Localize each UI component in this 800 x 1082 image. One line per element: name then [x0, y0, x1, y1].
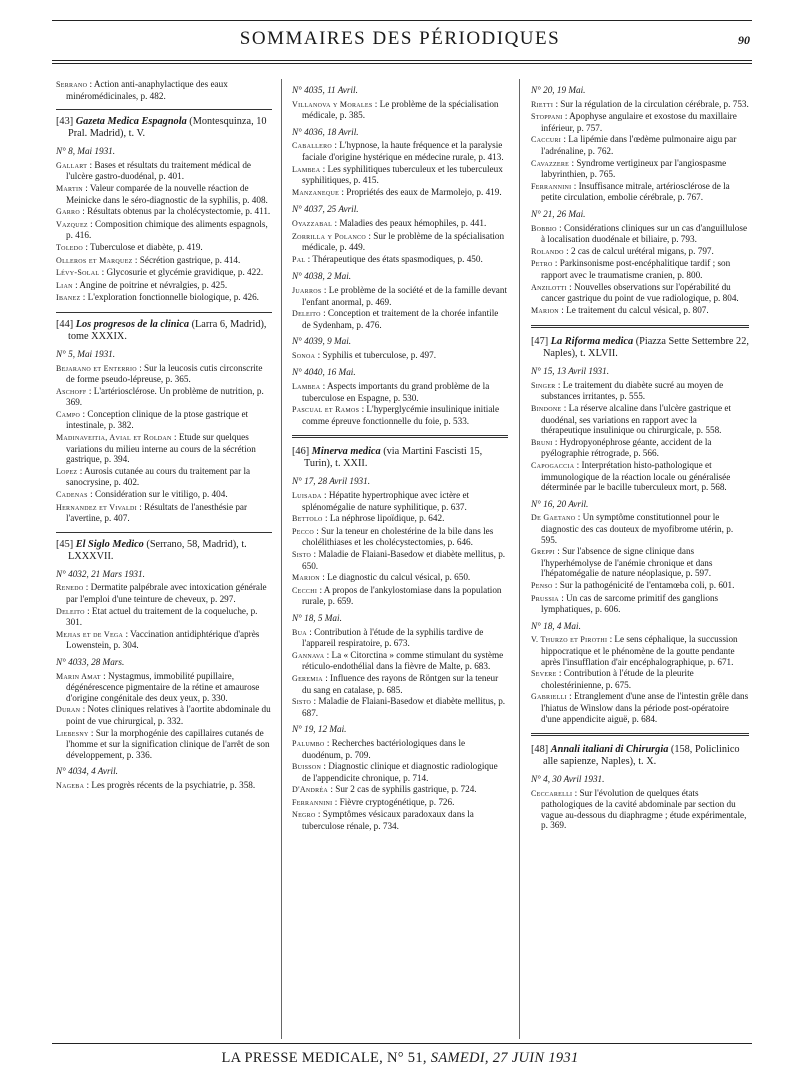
article-author: Marion	[292, 573, 320, 583]
article-title: Conception clinique de la ptose gastrique et intestinale, p. 382.	[66, 408, 249, 431]
article-entry: Duran : Notes cliniques relatives à l'aortite abdominale du point de vue chirurgical, p. 332.	[56, 704, 271, 726]
article-entry: Geremia : Influence des rayons de Röntgen sur la teneur du sang en catalase, p. 685.	[292, 672, 499, 695]
article-title: Maladie de Flaiani-Basedow et diabète mellitus, p. 650.	[302, 549, 506, 571]
journal-heading	[56, 539, 272, 563]
article-author: Martin	[56, 183, 83, 193]
issue-label: N° 4035, 11 Avril.	[292, 85, 358, 95]
column-divider	[281, 79, 282, 1039]
article-author: Gannava	[292, 650, 325, 660]
article-title: Etranglement d'une anse de l'intestin grêle dans l'hiatus de Winslow dans la période post-opératoire d'une appendicite aiguë, p. 684.	[541, 691, 749, 724]
article-entry: Toledo : Tuberculose et diabète, p. 419.	[56, 241, 203, 252]
issue-label: N° 15, 13 Avril 1931.	[531, 366, 610, 377]
journal-info: (Piazza Sette Settembre 22, Naples), t. XLVII.	[543, 336, 749, 360]
article-author: Geremia	[292, 673, 323, 683]
article-title: Action anti-anaphylactique des eaux minéromédicinales, p. 482.	[66, 79, 228, 101]
article-author: Bruni	[531, 437, 553, 447]
column-2	[292, 79, 508, 833]
top-rule	[52, 20, 752, 21]
journal-heading	[56, 319, 272, 343]
issue-label: N° 19, 12 Mai.	[292, 724, 347, 735]
article-title: Un cas de sarcome primitif des ganglions lymphatiques, p. 606.	[541, 592, 719, 615]
article-entry: Lopez : Aurosis cutanée au cours du traitement par la sanocrysine, p. 402.	[56, 465, 251, 488]
article-author: Mejias et de Vega	[56, 629, 124, 639]
article-title: Le problème de la société et de la famille devant l'enfant anormal, p. 469.	[302, 284, 508, 307]
article-author: Penso	[531, 580, 553, 590]
article-author: Greppi	[531, 547, 555, 557]
article-author: Manzaneque	[292, 187, 340, 197]
article-author: Vazquez	[56, 219, 88, 229]
article-author: Cavazzere	[531, 158, 570, 168]
article-entry: Olleros et Marquez : Sécrétion gastrique, p. 414.	[56, 254, 241, 265]
article-author: Capogaccia	[531, 461, 575, 471]
article-title: Sur la régulation de la circulation cérébrale, p. 753.	[560, 98, 749, 109]
article-author: Pal	[292, 254, 306, 264]
article-title: Aspects importants du grand problème de la tuberculose en Espagne, p. 530.	[302, 381, 490, 403]
article-entry: Bettolo : La néphrose lipoïdique, p. 642.	[292, 513, 445, 524]
article-author: Bejarano et Enterrio	[56, 363, 137, 373]
article-title: Syndrome vertigineux par l'angiospasme labyrinthien, p. 765.	[541, 157, 727, 180]
article-title: Thérapeutique des états spasmodiques, p. 450.	[312, 253, 483, 264]
article-author: Bobbio	[531, 223, 557, 233]
article-author: Sonoa	[292, 350, 316, 360]
article-title: Sécrétion gastrique, p. 414.	[139, 254, 241, 265]
article-title: Sur le problème de la spécialisation médicale, p. 449.	[302, 230, 505, 253]
journal-info: (Serrano, 58, Madrid), t. LXXXVII.	[68, 538, 247, 562]
article-title: 2 cas de calcul urétéral migans, p. 797.	[570, 245, 714, 256]
article-title: Sur 2 cas de syphilis gastrique, p. 724.	[335, 784, 477, 795]
article-entry: Negro : Symptômes vésicaux paradoxaux dans la tuberculose rénale, p. 734.	[292, 809, 474, 832]
article-author: Bindone	[531, 404, 562, 414]
article-title: Le traitement du diabète sucré au moyen de substances irritantes, p. 555.	[541, 379, 724, 402]
issue-label: N° 16, 20 Avril.	[531, 498, 589, 509]
article-entry: Caballero : L'hypnose, la haute fréquence et la paralysie faciale d'origine hystérique en médecine rurale, p. 413.	[292, 140, 504, 162]
article-entry: Gannava : La « Citorctina » comme stimulant du système réticulo-endothélial dans la fièvre de Malte, p. 683.	[292, 649, 504, 672]
article-title: Sur la leucosis cutis circonscrite de forme pseudo-lépreuse, p. 365.	[66, 362, 263, 385]
article-entry: Madinaveitia, Avial et Roldan : Etude sur quelques variations du milieu interne au cours de la sécrétion gastrique, p. 394.	[56, 432, 256, 465]
footer-journal: LA PRESSE MEDICALE, N° 51,	[221, 1050, 427, 1066]
article-entry: Mejias et de Vega : Vaccination antidiphtérique d'après Lowenstein, p. 304.	[56, 628, 260, 651]
article-author: Garro	[56, 207, 80, 217]
article-author: Stoppani	[531, 112, 563, 122]
article-entry: Sisto : Maladie de Flaiani-Basedow et diabète mellitus, p. 687.	[292, 696, 506, 718]
article-entry: Zorrilla y Polanco : Sur le problème de la spécialisation médicale, p. 449.	[292, 230, 505, 253]
article-title: L'hyperglycémie insulinique initiale comme épreuve fonctionnelle du foie, p. 533.	[302, 404, 500, 426]
article-entry: Pascual et Ramos : L'hyperglycémie insulinique initiale comme épreuve fonctionnelle du foie, p. 533.	[292, 404, 500, 426]
article-author: Campo	[56, 409, 81, 419]
article-entry: Sisto : Maladie de Flaiani-Basedow et diabète mellitus, p. 650.	[292, 549, 506, 571]
article-entry: Bindone : La réserve alcaline dans l'ulcère gastrique et duodénal, ses variations en rapport avec la thérapeutique insulinique ou chirurgicale, p. 558.	[531, 403, 731, 436]
article-author: Serrano	[56, 80, 88, 89]
article-entry: Martin : Valeur comparée de la nouvelle réaction de Meinicke dans le séro-diagnostic de la syphilis, p. 408.	[56, 182, 268, 205]
article-entry: Nageba : Les progrès récents de la psychiatrie, p. 358.	[56, 779, 256, 790]
article-entry: Gabrielli : Etranglement d'une anse de l'intestin grêle dans l'hiatus de Winslow dans la période post-opératoire d'une appendicite aiguë, p. 684.	[531, 691, 749, 724]
article-entry: Pecco : Sur la teneur en cholestérine de la bile dans les cholélithiases et les cholécystectomies, p. 646.	[292, 525, 494, 548]
article-title: Propriétés des eaux de Marmolejo, p. 419.	[346, 186, 502, 197]
article-title: L'exploration fonctionnelle biologique, p. 426.	[87, 292, 259, 303]
article-title: Le traitement du calcul vésical, p. 807.	[566, 304, 709, 315]
article-entry: Deleito : Conception et traitement de la chorée infantile de Sydenham, p. 476.	[292, 308, 499, 330]
article-author: Rietti	[531, 99, 554, 109]
section-divider	[56, 532, 272, 533]
journal-heading	[56, 116, 272, 140]
header-rule-2	[52, 63, 752, 64]
article-entry: Penso : Sur la pathogénicité de l'entamœba coli, p. 601.	[531, 579, 735, 590]
issue-label: N° 21, 26 Mai.	[531, 208, 586, 219]
page-footer	[0, 1050, 800, 1067]
article-author: Caballero	[292, 141, 333, 151]
article-title: Notes cliniques relatives à l'aortite abdominale du point de vue chirurgical, p. 332.	[66, 704, 271, 726]
article-author: Prussia	[531, 593, 559, 603]
article-author: D'Andréa	[292, 785, 329, 795]
article-entry: Palumbo : Recherches bactériologiques dans le duodénum, p. 709.	[292, 737, 466, 760]
article-author: Villanova y Morales	[292, 99, 373, 109]
journal-info: (Larra 6, Madrid), tome XXXIX.	[68, 318, 267, 342]
article-author: Lévy-Solal	[56, 268, 100, 278]
article-entry: Marion : Le traitement du calcul vésical, p. 807.	[531, 304, 709, 315]
article-author: Ferrannini	[531, 181, 572, 191]
article-author: Palumbo	[292, 738, 325, 748]
article-title: Résultats obtenus par la cholécystectomie, p. 411.	[87, 206, 271, 217]
article-author: Severe	[531, 669, 557, 679]
article-entry: Bua : Contribution à l'étude de la syphilis tardive de l'appareil respiratoire, p. 673.	[292, 626, 484, 649]
article-author: Ceccarelli	[531, 788, 573, 798]
journal-heading	[531, 336, 749, 360]
article-title: Fièvre cryptogénétique, p. 726.	[339, 796, 455, 807]
article-author: Petro	[531, 259, 553, 269]
issue-label: N° 4034, 4 Avril.	[56, 766, 118, 777]
issue-label: N° 18, 5 Mai.	[292, 612, 342, 623]
article-entry: Petro : Parkinsonisme post-encéphalitique tardif ; son rapport avec le traumatisme cranien, p. 800.	[531, 258, 731, 280]
article-title: Nouvelles observations sur l'opérabilité du cancer gastrique du point de vue radiologique, p. 804.	[541, 281, 739, 304]
article-entry: Buisson : Diagnostic clinique et diagnostic radiologique de l'appendicite chronique, p. 714.	[292, 761, 498, 783]
article-entry: Greppi : Sur l'absence de signe clinique dans l'hyperhémolyse de l'anémie chronique et dans l'hépatomégalie de nature néoplasique, p. 597.	[531, 546, 713, 579]
article-title: Diagnostic clinique et diagnostic radiologique de l'appendicite chronique, p. 714.	[302, 761, 498, 783]
article-author: Marion	[531, 305, 559, 315]
journal-number: [46]	[292, 446, 310, 458]
article-title: Tuberculose et diabète, p. 419.	[90, 241, 203, 252]
article-author: Oyazzabal	[292, 218, 333, 228]
article-title: Résultats de l'anesthésie par l'avertine, p. 407.	[66, 501, 248, 524]
article-title: Contribution à l'étude de la pleurite cholestérinienne, p. 675.	[541, 668, 694, 690]
article-title: Etat actuel du traitement de la coqueluche, p. 301.	[66, 605, 258, 628]
article-author: Lopez	[56, 466, 78, 476]
article-title: La néphrose lipoïdique, p. 642.	[329, 513, 445, 524]
journal-heading	[531, 744, 749, 768]
issue-label: N° 18, 4 Mai.	[531, 620, 581, 631]
article-entry: Serrano : Action anti-anaphylactique des eaux minéromédicinales, p. 482.	[56, 79, 228, 101]
journal-name: El Siglo Medico	[75, 538, 144, 550]
article-author: Nageba	[56, 780, 85, 790]
column-1	[56, 79, 272, 793]
article-author: Bettolo	[292, 514, 323, 524]
journal-number: [45]	[56, 538, 74, 550]
article-title: L'artériosclérose. Un problème de nutrition, p. 369.	[66, 385, 264, 408]
article-entry: Singer : Le traitement du diabète sucré au moyen de substances irritantes, p. 555.	[531, 379, 724, 402]
article-entry: V. Thurzo et Pirothi : Le sens céphalique, la succussion hippocratique et le phénomène de la goutte pendante après l'insufflation d'air encéphalographique, p. 671.	[531, 634, 738, 667]
article-title: L'hypnose, la haute fréquence et la paralysie faciale d'origine hystérique en médecine rurale, p. 413.	[302, 140, 504, 162]
footer-date: SAMEDI, 27 JUIN 1931	[430, 1050, 579, 1066]
article-title: Valeur comparée de la nouvelle réaction de Meinicke dans le séro-diagnostic de la syphilis, p. 408.	[66, 182, 268, 205]
article-author: Olleros et Marquez	[56, 255, 133, 265]
section-divider	[56, 109, 272, 110]
article-author: Ferrannini	[292, 797, 333, 807]
article-entry: Vazquez : Composition chimique des aliments espagnols, p. 416.	[56, 218, 268, 241]
article-author: Lian	[56, 280, 73, 290]
article-author: Cadenas	[56, 490, 88, 500]
article-entry: Rolando : 2 cas de calcul urétéral migans, p. 797.	[531, 245, 714, 256]
article-title: La lipémie dans l'œdème pulmonaire aigu par l'adrénaline, p. 762.	[541, 134, 737, 156]
article-author: Negro	[292, 810, 316, 820]
section-divider	[531, 733, 749, 736]
article-title: Syphilis et tuberculose, p. 497.	[322, 349, 436, 360]
article-author: Deleito	[292, 309, 321, 319]
article-title: A propos de l'ankylostomiase dans la population rurale, p. 659.	[302, 584, 502, 607]
article-author: V. Thurzo et Pirothi	[531, 635, 608, 645]
article-author: Luisada	[292, 491, 322, 501]
article-title: Les progrès récents de la psychiatrie, p. 358.	[91, 779, 256, 790]
article-title: Un symptôme constitutionnel pour le diagnostic des cas douteux de myofibrome utérin, p. 595.	[541, 512, 734, 545]
article-title: Glycosurie et glycémie gravidique, p. 422.	[106, 267, 264, 278]
article-title: Sur la pathogénicité de l'entamœba coli, p. 601.	[559, 579, 735, 590]
header-rule	[52, 60, 752, 61]
article-entry: Ceccarelli : Sur l'évolution de quelques états pathologiques de la cavité abdominale par section du vague au-dessous du diaphragme ; étude expérimentale, p. 369.	[531, 787, 747, 831]
article-entry: Ferrannini : Fièvre cryptogénétique, p. 726.	[292, 796, 455, 807]
article-title: La « Citorctina » comme stimulant du système réticulo-endothélial dans la fièvre de Malte, p. 683.	[302, 649, 504, 672]
article-title: Contribution à l'étude de la syphilis tardive de l'appareil respiratoire, p. 673.	[302, 626, 484, 649]
article-entry: Capogaccia : Interprétation histo-pathologique et immunologique de la réaction locale ou généralisée déterminée par le bacille tuberculeux mort, p. 568.	[531, 460, 731, 493]
article-entry: Cecchi : A propos de l'ankylostomiase dans la population rurale, p. 659.	[292, 584, 502, 607]
article-title: Sur la teneur en cholestérine de la bile dans les cholélithiases et les cholécystectomies, p. 646.	[302, 525, 494, 548]
article-author: Madinaveitia, Avial et Roldan	[56, 433, 172, 443]
article-author: Cecchi	[292, 585, 318, 595]
article-entry: Severe : Contribution à l'étude de la pleurite cholestérinienne, p. 675.	[531, 668, 694, 690]
article-author: De Gaetano	[531, 513, 576, 523]
article-entry: Hernandez et Vivaldi : Résultats de l'anesthésie par l'avertine, p. 407.	[56, 501, 248, 524]
article-entry: Bobbio : Considérations cliniques sur un cas d'anguillulose à localisation duodénale et biliaire, p. 793.	[531, 222, 748, 245]
article-title: Insuffisance mitrale, artériosclérose de la petite circulation, embolie cérébrale, p. 767.	[541, 180, 730, 203]
article-title: Angine de poitrine et névralgies, p. 425.	[79, 279, 228, 290]
journal-name: La Riforma medica	[550, 336, 634, 348]
article-entry: Sonoa : Syphilis et tuberculose, p. 497.	[292, 349, 436, 360]
article-title: Les syphilitiques tuberculeux et les tuberculeux syphilitiques, p. 415.	[302, 163, 503, 186]
article-author: Lambea	[292, 164, 321, 174]
article-author: Juarros	[292, 285, 322, 295]
article-entry: Bruni : Hydropyonéphrose géante, accident de la pyélographie rétrograde, p. 566.	[531, 436, 712, 459]
article-entry: Liebesny : Sur la morphogénie des capillaires cutanés de l'homme et sur la signification clinique de l'arrêt de son développement, p. 336.	[56, 727, 270, 760]
article-entry: Lian : Angine de poitrine et névralgies, p. 425.	[56, 279, 228, 290]
journal-info: (158, Policlinico alle sapienze, Naples), t. X.	[543, 744, 740, 768]
article-entry: Lévy-Solal : Glycosurie et glycémie gravidique, p. 422.	[56, 267, 264, 278]
column-divider	[519, 79, 520, 1039]
journal-name: Annali italiani di Chirurgia	[550, 744, 669, 756]
article-title: Dermatite palpébrale avec intoxication générale par l'emploi d'une teinture de cheveux, p. 297.	[66, 582, 267, 604]
article-entry: Anzilotti : Nouvelles observations sur l'opérabilité du cancer gastrique du point de vue radiologique, p. 804.	[531, 281, 739, 304]
article-entry: Oyazzabal : Maladies des peaux hémophiles, p. 441.	[292, 217, 487, 228]
article-entry: Lambea : Les syphilitiques tuberculeux et les tuberculeux syphilitiques, p. 415.	[292, 163, 503, 186]
issue-label: N° 17, 28 Avril 1931.	[292, 476, 371, 487]
journal-number: [47]	[531, 336, 549, 348]
article-entry: Villanova y Morales : Le problème de la spécialisation médicale, p. 385.	[292, 98, 499, 121]
journal-name: Minerva medica	[311, 446, 381, 458]
issue-label: N° 4040, 16 Mai.	[292, 367, 356, 378]
article-title: Le sens céphalique, la succussion hippocratique et le phénomène de la goutte pendante après l'insufflation d'air encéphalographique, p. 671.	[541, 634, 738, 667]
article-author: Buisson	[292, 762, 322, 772]
journal-number: [44]	[56, 318, 74, 330]
article-title: Conception et traitement de la chorée infantile de Sydenham, p. 476.	[302, 308, 499, 330]
article-entry: Caccuri : La lipémie dans l'œdème pulmonaire aigu par l'adrénaline, p. 762.	[531, 134, 737, 156]
article-title: Maladie de Flaiani-Basedow et diabète mellitus, p. 687.	[302, 696, 506, 718]
article-title: Bases et résultats du traitement médical de l'ulcère gastro-duodénal, p. 401.	[66, 159, 251, 182]
article-entry: Deleito : Etat actuel du traitement de la coqueluche, p. 301.	[56, 605, 258, 628]
article-entry: Pal : Thérapeutique des états spasmodiques, p. 450.	[292, 253, 483, 264]
journal-name: Los progresos de la clinica	[75, 318, 189, 330]
issue-label: N° 4, 30 Avril 1931.	[531, 774, 605, 785]
article-title: Symptômes vésicaux paradoxaux dans la tuberculose rénale, p. 734.	[302, 809, 474, 832]
article-author: Ibanez	[56, 293, 81, 303]
journal-info: (via Martini Fascisti 15, Turin), t. XXII.	[304, 446, 483, 470]
page-number: 90	[738, 33, 750, 47]
article-author: Sisto	[292, 550, 312, 559]
article-title: Considérations cliniques sur un cas d'anguillulose à localisation duodénale et biliaire, p. 793.	[541, 222, 748, 245]
article-author: Rolando	[531, 246, 564, 256]
article-author: Bua	[292, 627, 307, 637]
article-author: Pecco	[292, 526, 314, 536]
article-title: Maladies des peaux hémophiles, p. 441.	[339, 217, 487, 228]
article-author: Anzilotti	[531, 282, 567, 292]
article-author: Toledo	[56, 242, 84, 252]
issue-label: N° 4036, 18 Avril.	[292, 126, 359, 137]
article-author: Aschoff	[56, 386, 87, 396]
article-entry: Renedo : Dermatite palpébrale avec intoxication générale par l'emploi d'une teinture de cheveux, p. 297.	[56, 582, 267, 604]
article-title: Sur l'évolution de quelques états pathologiques de la cavité abdominale par section du vague au-dessous du diaphragme ; étude expérimentale, p. 369.	[541, 787, 747, 831]
article-entry: D'Andréa : Sur 2 cas de syphilis gastrique, p. 724.	[292, 784, 477, 795]
article-entry: Garro : Résultats obtenus par la cholécystectomie, p. 411.	[56, 206, 271, 217]
article-title: Parkinsonisme post-encéphalitique tardif ; son rapport avec le traumatisme cranien, p. 800.	[541, 258, 731, 280]
article-title: Interprétation histo-pathologique et immunologique de la réaction locale ou généralisée déterminée par le bacille tuberculeux mort, p. 568.	[541, 460, 731, 493]
issue-label: N° 4032, 21 Mars 1931.	[56, 568, 145, 579]
article-author: Gabrielli	[531, 692, 567, 702]
article-entry: Manzaneque : Propriétés des eaux de Marmolejo, p. 419.	[292, 186, 502, 197]
article-entry: Aschoff : L'artériosclérose. Un problème de nutrition, p. 369.	[56, 385, 264, 408]
article-title: Composition chimique des aliments espagnols, p. 416.	[66, 218, 268, 241]
journal-name: Gazeta Medica Espagnola	[75, 116, 187, 128]
article-entry: Cadenas : Considération sur le vitiligo, p. 404.	[56, 489, 228, 500]
journal-heading	[292, 446, 508, 470]
article-author: Liebesny	[56, 728, 89, 738]
section-divider	[292, 435, 508, 438]
article-entry: De Gaetano : Un symptôme constitutionnel pour le diagnostic des cas douteux de myofibrome utérin, p. 595.	[531, 512, 734, 545]
issue-label: N° 8, Mai 1931.	[56, 146, 116, 157]
article-entry: Bejarano et Enterrio : Sur la leucosis cutis circonscrite de forme pseudo-lépreuse, p. 365.	[56, 362, 263, 385]
article-author: Sisto	[292, 697, 312, 707]
article-author: Pascual et Ramos	[292, 405, 360, 415]
article-author: Deleito	[56, 606, 85, 616]
issue-label: N° 5, Mai 1931.	[56, 348, 116, 359]
article-author: Hernandez et Vivaldi	[56, 502, 137, 512]
page-title: SOMMAIRES DES PÉRIODIQUES	[239, 28, 561, 49]
article-entry: Luisada : Hépatite hypertrophique avec ictère et splénomégalie de nature syphilitique, p. 637.	[292, 490, 470, 512]
article-title: Le diagnostic du calcul vésical, p. 650.	[327, 572, 471, 583]
article-author: Caccuri	[531, 135, 562, 145]
article-author: Lambea	[292, 382, 321, 392]
article-title: Sur la morphogénie des capillaires cutanés de l'homme et sur la signification clinique de l'arrêt de son développement, p. 336.	[66, 727, 270, 760]
article-title: Hépatite hypertrophique avec ictère et splénomégalie de nature syphilitique, p. 637.	[302, 490, 470, 512]
journal-number: [48]	[531, 744, 549, 756]
article-title: Hydropyonéphrose géante, accident de la pyélographie rétrograde, p. 566.	[541, 436, 712, 459]
article-title: Nystagmus, immobilité pupillaire, dégénérescence pigmentaire de la rétine et amaurose d'origine congénitale des deux yeux, p. 330.	[66, 670, 260, 703]
issue-label: N° 4033, 28 Mars.	[56, 656, 125, 667]
article-entry: Marin Amat : Nystagmus, immobilité pupillaire, dégénérescence pigmentaire de la rétine et amaurose d'origine congénitale des deux yeux, p. 330.	[56, 670, 260, 703]
article-entry: Ferrannini : Insuffisance mitrale, artériosclérose de la petite circulation, embolie cérébrale, p. 767.	[531, 180, 730, 203]
article-title: Recherches bactériologiques dans le duodénum, p. 709.	[302, 737, 466, 760]
article-entry: Gallart : Bases et résultats du traitement médical de l'ulcère gastro-duodénal, p. 401.	[56, 159, 251, 182]
article-entry: Rietti : Sur la régulation de la circulation cérébrale, p. 753.	[531, 98, 749, 109]
article-entry: Cavazzere : Syndrome vertigineux par l'angiospasme labyrinthien, p. 765.	[531, 157, 727, 180]
article-title: La réserve alcaline dans l'ulcère gastrique et duodénal, ses variations en rapport avec la thérapeutique insulinique ou chirurgicale, p. 558.	[541, 403, 731, 436]
journal-info: (Montesquinza, 10 Pral. Madrid), t. V.	[68, 116, 267, 140]
article-author: Singer	[531, 380, 556, 390]
journal-number: [43]	[56, 116, 74, 128]
article-author: Marin Amat	[56, 671, 101, 681]
issue-label: N° 4038, 2 Mai.	[292, 271, 352, 282]
article-title: Vaccination antidiphtérique d'après Lowenstein, p. 304.	[66, 628, 260, 651]
section-divider	[531, 325, 749, 328]
article-entry: Ibanez : L'exploration fonctionnelle biologique, p. 426.	[56, 292, 259, 303]
article-entry: Stoppani : Apophyse angulaire et exostose du maxillaire inférieur, p. 757.	[531, 111, 737, 133]
article-author: Duran	[56, 705, 81, 715]
footer-rule	[52, 1043, 752, 1044]
article-entry: Campo : Conception clinique de la ptose gastrique et intestinale, p. 382.	[56, 408, 249, 431]
issue-label: N° 4039, 9 Mai.	[292, 336, 352, 347]
article-entry: Marion : Le diagnostic du calcul vésical, p. 650.	[292, 572, 471, 583]
article-entry: Prussia : Un cas de sarcome primitif des ganglions lymphatiques, p. 606.	[531, 592, 719, 615]
issue-label: N° 20, 19 Mai.	[531, 85, 586, 95]
issue-label: N° 4037, 25 Avril.	[292, 204, 359, 215]
article-title: Influence des rayons de Röntgen sur la teneur du sang en catalase, p. 685.	[302, 672, 499, 695]
article-author: Zorrilla y Polanco	[292, 231, 367, 241]
column-3	[531, 79, 749, 832]
section-divider	[56, 312, 272, 313]
article-title: Considération sur le vitiligo, p. 404.	[94, 489, 228, 500]
article-author: Gallart	[56, 160, 88, 170]
article-title: Aurosis cutanée au cours du traitement par la sanocrysine, p. 402.	[66, 465, 251, 488]
article-entry: Lambea : Aspects importants du grand problème de la tuberculose en Espagne, p. 530.	[292, 381, 490, 403]
article-author: Renedo	[56, 583, 84, 593]
article-title: Le problème de la spécialisation médicale, p. 385.	[302, 98, 499, 121]
article-title: Etude sur quelques variations du milieu interne au cours de la sécrétion gastrique, p. 394.	[66, 432, 256, 465]
article-title: Sur l'absence de signe clinique dans l'hyperhémolyse de l'anémie chronique et dans l'hépatomégalie de nature néoplasique, p. 597.	[541, 546, 713, 579]
article-title: Apophyse angulaire et exostose du maxillaire inférieur, p. 757.	[541, 111, 737, 133]
article-entry: Juarros : Le problème de la société et de la famille devant l'enfant anormal, p. 469.	[292, 284, 508, 307]
